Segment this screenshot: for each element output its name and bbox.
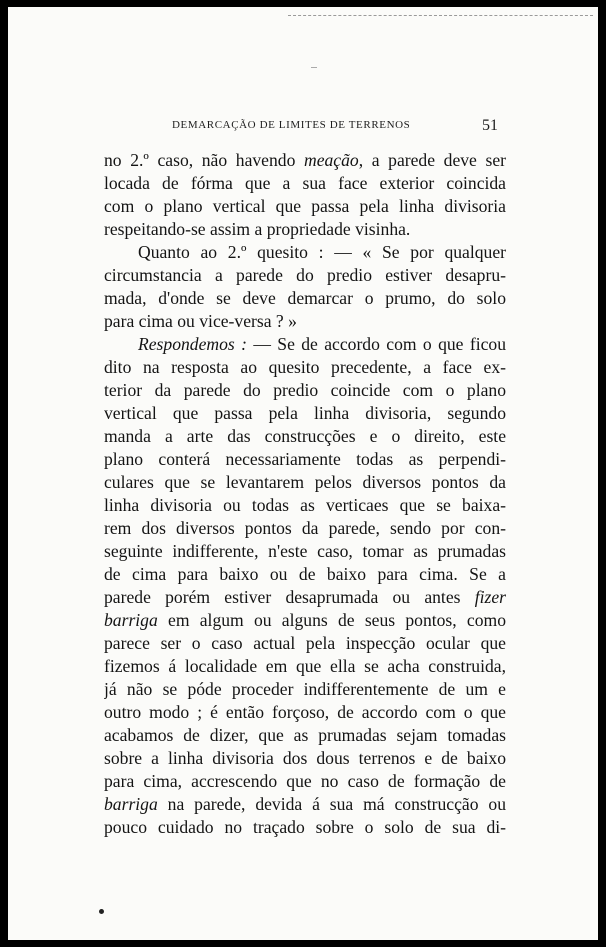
- italic-text: barriga: [104, 610, 158, 630]
- text-segment: no 2.º caso, não havendo: [104, 150, 304, 170]
- text-line: [104, 241, 506, 264]
- text-line: [104, 563, 506, 586]
- text-line: [104, 678, 506, 701]
- text-line: [104, 517, 506, 540]
- text-line: [104, 632, 506, 655]
- text-segment: — Se de accordo com o que ficou: [246, 334, 506, 354]
- running-head: [8, 119, 598, 143]
- text-line: [104, 356, 506, 379]
- running-title: DEMARCAÇÃO DE LIMITES DE TERRENOS: [172, 119, 411, 131]
- italic-text: barriga: [104, 794, 158, 814]
- print-speck: [311, 67, 317, 68]
- text-segment: outro modo ; é então forçoso, de accordo com o que: [104, 702, 506, 722]
- text-segment: com o plano vertical que passa pela linha divisoria: [104, 196, 506, 216]
- text-segment: respeitando-se assim a propriedade visinha.: [104, 219, 411, 239]
- text-segment: plano conterá necessariamente todas as perpendi-: [104, 449, 506, 469]
- text-line: [104, 747, 506, 770]
- text-line: [104, 195, 506, 218]
- text-line: [104, 218, 506, 241]
- text-line: [104, 471, 506, 494]
- text-line: [104, 379, 506, 402]
- text-segment: de cima para baixo ou de baixo para cima. Se a: [104, 564, 506, 584]
- text-line: [104, 310, 506, 333]
- page-number: 51: [482, 117, 498, 134]
- text-segment: vertical que passa pela linha divisoria, segundo: [104, 403, 506, 423]
- ink-speck: [99, 909, 104, 914]
- text-line: [104, 586, 506, 609]
- text-line: [104, 494, 506, 517]
- text-segment: já não se póde proceder indifferentemente de um e: [104, 679, 506, 699]
- text-line: [104, 540, 506, 563]
- text-line: [104, 816, 506, 839]
- text-line: [104, 149, 506, 172]
- text-segment: seguinte indifferente, n'este caso, tomar as prumadas: [104, 541, 506, 561]
- text-segment: , a parede deve ser: [358, 150, 506, 170]
- text-segment: locada de fórma que a sua face exterior coincida: [104, 173, 506, 193]
- text-segment: circumstancia a parede do predio estiver desapru-: [104, 265, 506, 285]
- text-line: [104, 655, 506, 678]
- italic-text: Respondemos :: [138, 334, 247, 354]
- text-segment: para cima, accrescendo que no caso de formação de: [104, 771, 506, 791]
- text-line: [104, 701, 506, 724]
- text-line: [104, 287, 506, 310]
- text-line: [104, 402, 506, 425]
- text-line: [104, 333, 506, 356]
- text-segment: para cima ou vice-versa ? »: [104, 311, 297, 331]
- italic-text: fizer: [474, 587, 506, 607]
- text-segment: dito na resposta ao quesito precedente, a face ex-: [104, 357, 506, 377]
- top-edge-rule: [288, 15, 593, 16]
- text-segment: parede porém estiver desaprumada ou antes: [104, 587, 475, 607]
- body-text: [104, 149, 506, 839]
- text-line: [104, 448, 506, 471]
- text-segment: manda a arte das construcções e o direito, este: [104, 426, 506, 446]
- text-segment: Quanto ao 2.º quesito : — « Se por qualquer: [138, 242, 506, 262]
- text-line: [104, 724, 506, 747]
- text-line: [104, 264, 506, 287]
- text-line: [104, 793, 506, 816]
- text-line: [104, 172, 506, 195]
- text-line: [104, 770, 506, 793]
- text-segment: em algum ou alguns de seus pontos, como: [157, 610, 506, 630]
- text-segment: pouco cuidado no traçado sobre o solo de sua di-: [104, 817, 506, 837]
- text-segment: rem dos diversos pontos da parede, sendo por con-: [104, 518, 506, 538]
- text-segment: terior da parede do predio coincide com o plano: [104, 380, 506, 400]
- text-segment: na parede, devida á sua má construcção ou: [157, 794, 506, 814]
- text-segment: fizemos á localidade em que ella se acha construida,: [104, 656, 506, 676]
- text-segment: acabamos de dizer, que as prumadas sejam tomadas: [104, 725, 506, 745]
- book-page: [8, 7, 598, 940]
- text-segment: culares que se levantarem pelos diversos pontos da: [104, 472, 506, 492]
- italic-text: meação: [304, 150, 359, 170]
- text-segment: parece ser o caso actual pela inspecção ocular que: [104, 633, 506, 653]
- text-line: [104, 425, 506, 448]
- text-line: [104, 609, 506, 632]
- text-segment: sobre a linha divisoria dos dous terrenos e de baixo: [104, 748, 506, 768]
- text-segment: linha divisoria ou todas as verticaes que se baixa-: [104, 495, 506, 515]
- text-segment: mada, d'onde se deve demarcar o prumo, do solo: [104, 288, 506, 308]
